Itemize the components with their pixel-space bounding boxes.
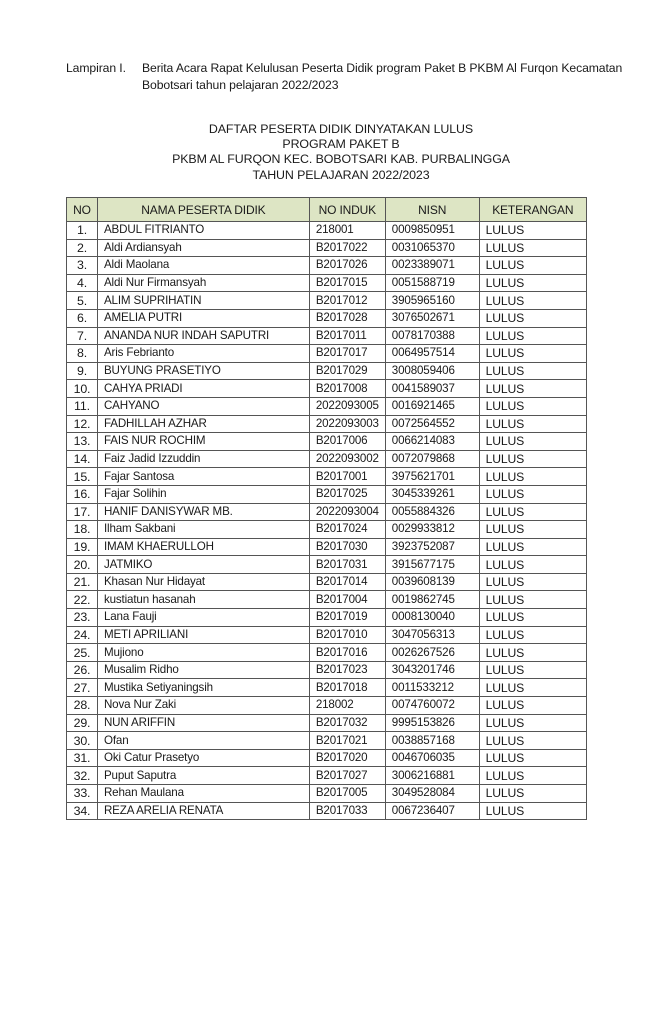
cell-nisn: 0009850951 — [385, 222, 479, 240]
cell-no-induk: B2017023 — [309, 661, 385, 679]
cell-keterangan: LULUS — [479, 591, 586, 609]
cell-no-induk: 2022093003 — [309, 415, 385, 433]
cell-name: Rehan Maulana — [97, 785, 309, 803]
cell-no-induk: B2017029 — [309, 362, 385, 380]
cell-name: Aldi Maolana — [97, 257, 309, 275]
cell-no: 23. — [67, 609, 98, 627]
table-row — [67, 450, 587, 468]
cell-no-induk: B2017025 — [309, 485, 385, 503]
cell-nisn: 0019862745 — [385, 591, 479, 609]
column-header-keterangan: KETERANGAN — [479, 198, 586, 222]
table-row — [67, 802, 587, 820]
cell-name: Mujiono — [97, 644, 309, 662]
cell-keterangan: LULUS — [479, 521, 586, 539]
cell-no: 15. — [67, 468, 98, 486]
table-row — [67, 239, 587, 257]
cell-name: Ilham Sakbani — [97, 521, 309, 539]
cell-no: 2. — [67, 239, 98, 257]
cell-no-induk: B2017033 — [309, 802, 385, 820]
cell-no-induk: B2017011 — [309, 327, 385, 345]
cell-keterangan: LULUS — [479, 222, 586, 240]
cell-name: ALIM SUPRIHATIN — [97, 292, 309, 310]
cell-nisn: 0041589037 — [385, 380, 479, 398]
table-row — [67, 785, 587, 803]
cell-keterangan: LULUS — [479, 661, 586, 679]
cell-name: ABDUL FITRIANTO — [97, 222, 309, 240]
cell-keterangan: LULUS — [479, 309, 586, 327]
cell-name: Ofan — [97, 732, 309, 750]
cell-no: 7. — [67, 327, 98, 345]
cell-nisn: 0055884326 — [385, 503, 479, 521]
cell-name: CAHYANO — [97, 397, 309, 415]
cell-keterangan: LULUS — [479, 274, 586, 292]
table-row — [67, 749, 587, 767]
cell-name: CAHYA PRIADI — [97, 380, 309, 398]
cell-nisn: 0066214083 — [385, 433, 479, 451]
column-header-nisn: NISN — [385, 198, 479, 222]
cell-no: 27. — [67, 679, 98, 697]
table-row — [67, 538, 587, 556]
cell-nisn: 0046706035 — [385, 749, 479, 767]
cell-keterangan: LULUS — [479, 257, 586, 275]
cell-nisn: 0026267526 — [385, 644, 479, 662]
cell-no-induk: B2017020 — [309, 749, 385, 767]
table-row — [67, 362, 587, 380]
cell-no-induk: 2022093005 — [309, 397, 385, 415]
cell-keterangan: LULUS — [479, 380, 586, 398]
cell-name: Fajar Solihin — [97, 485, 309, 503]
cell-no-induk: B2017028 — [309, 309, 385, 327]
table-row — [67, 433, 587, 451]
cell-keterangan: LULUS — [479, 327, 586, 345]
column-header-name: NAMA PESERTA DIDIK — [97, 198, 309, 222]
cell-no: 5. — [67, 292, 98, 310]
cell-nisn: 0078170388 — [385, 327, 479, 345]
cell-no-induk: B2017016 — [309, 644, 385, 662]
cell-no: 18. — [67, 521, 98, 539]
cell-no-induk: B2017005 — [309, 785, 385, 803]
cell-no: 34. — [67, 802, 98, 820]
cell-keterangan: LULUS — [479, 679, 586, 697]
cell-no-induk: B2017024 — [309, 521, 385, 539]
table-row — [67, 697, 587, 715]
cell-keterangan: LULUS — [479, 749, 586, 767]
cell-nisn: 0067236407 — [385, 802, 479, 820]
cell-nisn: 3043201746 — [385, 661, 479, 679]
cell-no-induk: B2017004 — [309, 591, 385, 609]
table-row — [67, 626, 587, 644]
cell-no: 9. — [67, 362, 98, 380]
table-row — [67, 661, 587, 679]
cell-nisn: 0074760072 — [385, 697, 479, 715]
cell-name: Khasan Nur Hidayat — [97, 573, 309, 591]
cell-nisn: 3923752087 — [385, 538, 479, 556]
cell-no: 25. — [67, 644, 98, 662]
cell-nisn: 0029933812 — [385, 521, 479, 539]
cell-no: 24. — [67, 626, 98, 644]
cell-no: 1. — [67, 222, 98, 240]
graduates-table — [66, 197, 587, 820]
cell-nisn: 0051588719 — [385, 274, 479, 292]
table-row — [67, 556, 587, 574]
cell-nisn: 0039608139 — [385, 573, 479, 591]
cell-name: HANIF DANISYWAR MB. — [97, 503, 309, 521]
table-row — [67, 573, 587, 591]
cell-keterangan: LULUS — [479, 626, 586, 644]
cell-no-induk: B2017008 — [309, 380, 385, 398]
cell-no-induk: 218002 — [309, 697, 385, 715]
cell-keterangan: LULUS — [479, 292, 586, 310]
cell-nisn: 0008130040 — [385, 609, 479, 627]
cell-no: 26. — [67, 661, 98, 679]
table-row — [67, 327, 587, 345]
table-row — [67, 345, 587, 363]
table-row — [67, 292, 587, 310]
cell-name: BUYUNG PRASETIYO — [97, 362, 309, 380]
cell-name: NUN ARIFFIN — [97, 714, 309, 732]
cell-no-induk: 2022093004 — [309, 503, 385, 521]
table-row — [67, 521, 587, 539]
cell-no: 13. — [67, 433, 98, 451]
cell-name: Aldi Nur Firmansyah — [97, 274, 309, 292]
table-row — [67, 591, 587, 609]
cell-no: 29. — [67, 714, 98, 732]
attachment-note — [66, 60, 626, 94]
cell-keterangan: LULUS — [479, 802, 586, 820]
title-line-3: PKBM AL FURQON KEC. BOBOTSARI KAB. PURBALINGGA — [172, 152, 510, 167]
table-row — [67, 503, 587, 521]
cell-no: 33. — [67, 785, 98, 803]
table-row — [67, 415, 587, 433]
table-row — [67, 714, 587, 732]
cell-keterangan: LULUS — [479, 468, 586, 486]
table-row — [67, 644, 587, 662]
table-row — [67, 732, 587, 750]
cell-keterangan: LULUS — [479, 503, 586, 521]
cell-no: 4. — [67, 274, 98, 292]
cell-no: 19. — [67, 538, 98, 556]
cell-keterangan: LULUS — [479, 714, 586, 732]
cell-keterangan: LULUS — [479, 697, 586, 715]
document-title — [0, 122, 668, 183]
table-body — [67, 222, 587, 820]
cell-no-induk: B2017021 — [309, 732, 385, 750]
cell-name: Nova Nur Zaki — [97, 697, 309, 715]
cell-no-induk: B2017014 — [309, 573, 385, 591]
cell-no-induk: B2017030 — [309, 538, 385, 556]
cell-no-induk: B2017022 — [309, 239, 385, 257]
cell-no: 14. — [67, 450, 98, 468]
cell-keterangan: LULUS — [479, 767, 586, 785]
cell-nisn: 3049528084 — [385, 785, 479, 803]
cell-keterangan: LULUS — [479, 609, 586, 627]
cell-no: 21. — [67, 573, 98, 591]
cell-name: Fajar Santosa — [97, 468, 309, 486]
cell-keterangan: LULUS — [479, 415, 586, 433]
cell-name: FADHILLAH AZHAR — [97, 415, 309, 433]
cell-nisn: 3975621701 — [385, 468, 479, 486]
cell-keterangan: LULUS — [479, 573, 586, 591]
cell-no-induk: B2017026 — [309, 257, 385, 275]
cell-no-induk: 218001 — [309, 222, 385, 240]
table-row — [67, 309, 587, 327]
cell-name: ANANDA NUR INDAH SAPUTRI — [97, 327, 309, 345]
cell-name: FAIS NUR ROCHIM — [97, 433, 309, 451]
cell-no: 6. — [67, 309, 98, 327]
cell-no: 8. — [67, 345, 98, 363]
cell-nisn: 0072564552 — [385, 415, 479, 433]
cell-keterangan: LULUS — [479, 644, 586, 662]
column-header-no-induk: NO INDUK — [309, 198, 385, 222]
table-row — [67, 679, 587, 697]
cell-keterangan: LULUS — [479, 397, 586, 415]
table-header-row — [67, 198, 587, 222]
cell-name: Aris Febrianto — [97, 345, 309, 363]
cell-keterangan: LULUS — [479, 433, 586, 451]
cell-nisn: 3008059406 — [385, 362, 479, 380]
cell-keterangan: LULUS — [479, 538, 586, 556]
cell-keterangan: LULUS — [479, 345, 586, 363]
cell-nisn: 0011533212 — [385, 679, 479, 697]
cell-keterangan: LULUS — [479, 239, 586, 257]
cell-no-induk: B2017019 — [309, 609, 385, 627]
cell-no-induk: B2017010 — [309, 626, 385, 644]
cell-no-induk: B2017015 — [309, 274, 385, 292]
cell-no: 12. — [67, 415, 98, 433]
cell-keterangan: LULUS — [479, 556, 586, 574]
title-line-1: DAFTAR PESERTA DIDIK DINYATAKAN LULUS — [208, 122, 474, 136]
cell-keterangan: LULUS — [479, 785, 586, 803]
cell-name: Musalim Ridho — [97, 661, 309, 679]
cell-nisn: 0031065370 — [385, 239, 479, 257]
cell-nisn: 3045339261 — [385, 485, 479, 503]
table-row — [67, 485, 587, 503]
cell-no: 31. — [67, 749, 98, 767]
cell-nisn: 0072079868 — [385, 450, 479, 468]
cell-keterangan: LULUS — [479, 450, 586, 468]
cell-name: Aldi Ardiansyah — [97, 239, 309, 257]
cell-name: Mustika Setiyaningsih — [97, 679, 309, 697]
cell-nisn: 3047056313 — [385, 626, 479, 644]
cell-nisn: 3905965160 — [385, 292, 479, 310]
cell-keterangan: LULUS — [479, 362, 586, 380]
table-row — [67, 767, 587, 785]
cell-nisn: 0038857168 — [385, 732, 479, 750]
cell-no-induk: B2017031 — [309, 556, 385, 574]
cell-no: 17. — [67, 503, 98, 521]
attachment-label: Lampiran I. — [66, 61, 126, 75]
cell-nisn: 3915677175 — [385, 556, 479, 574]
cell-no-induk: B2017032 — [309, 714, 385, 732]
cell-name: JATMIKO — [97, 556, 309, 574]
cell-nisn: 0064957514 — [385, 345, 479, 363]
cell-no: 32. — [67, 767, 98, 785]
cell-nisn: 3006216881 — [385, 767, 479, 785]
cell-no-induk: B2017018 — [309, 679, 385, 697]
cell-name: Oki Catur Prasetyo — [97, 749, 309, 767]
cell-nisn: 9995153826 — [385, 714, 479, 732]
title-line-2: PROGRAM PAKET B — [282, 137, 400, 152]
cell-no: 11. — [67, 397, 98, 415]
cell-keterangan: LULUS — [479, 485, 586, 503]
cell-name: kustiatun hasanah — [97, 591, 309, 609]
table-row — [67, 397, 587, 415]
column-header-no: NO — [67, 198, 98, 222]
cell-no: 22. — [67, 591, 98, 609]
table-row — [67, 609, 587, 627]
cell-no-induk: B2017027 — [309, 767, 385, 785]
table-row — [67, 222, 587, 240]
cell-nisn: 3076502671 — [385, 309, 479, 327]
cell-no: 3. — [67, 257, 98, 275]
cell-no: 28. — [67, 697, 98, 715]
cell-name: Lana Fauji — [97, 609, 309, 627]
cell-no-induk: 2022093002 — [309, 450, 385, 468]
cell-no-induk: B2017017 — [309, 345, 385, 363]
cell-no: 20. — [67, 556, 98, 574]
cell-name: AMELIA PUTRI — [97, 309, 309, 327]
table-row — [67, 380, 587, 398]
cell-nisn: 0016921465 — [385, 397, 479, 415]
cell-name: METI APRILIANI — [97, 626, 309, 644]
cell-nisn: 0023389071 — [385, 257, 479, 275]
title-line-4: TAHUN PELAJARAN 2022/2023 — [252, 167, 430, 182]
cell-name: REZA ARELIA RENATA — [97, 802, 309, 820]
cell-no-induk: B2017001 — [309, 468, 385, 486]
cell-keterangan: LULUS — [479, 732, 586, 750]
cell-no-induk: B2017006 — [309, 433, 385, 451]
cell-name: Puput Saputra — [97, 767, 309, 785]
attachment-description: Berita Acara Rapat Kelulusan Peserta Didik program Paket B PKBM Al Furqon Kecamatan Bobotsari tahun pelajaran 2022/2023 — [142, 61, 623, 92]
cell-no: 30. — [67, 732, 98, 750]
cell-name: IMAM KHAERULLOH — [97, 538, 309, 556]
table-row — [67, 468, 587, 486]
cell-name: Faiz Jadid Izzuddin — [97, 450, 309, 468]
cell-no: 10. — [67, 380, 98, 398]
table-row — [67, 274, 587, 292]
table-row — [67, 257, 587, 275]
cell-no-induk: B2017012 — [309, 292, 385, 310]
cell-no: 16. — [67, 485, 98, 503]
